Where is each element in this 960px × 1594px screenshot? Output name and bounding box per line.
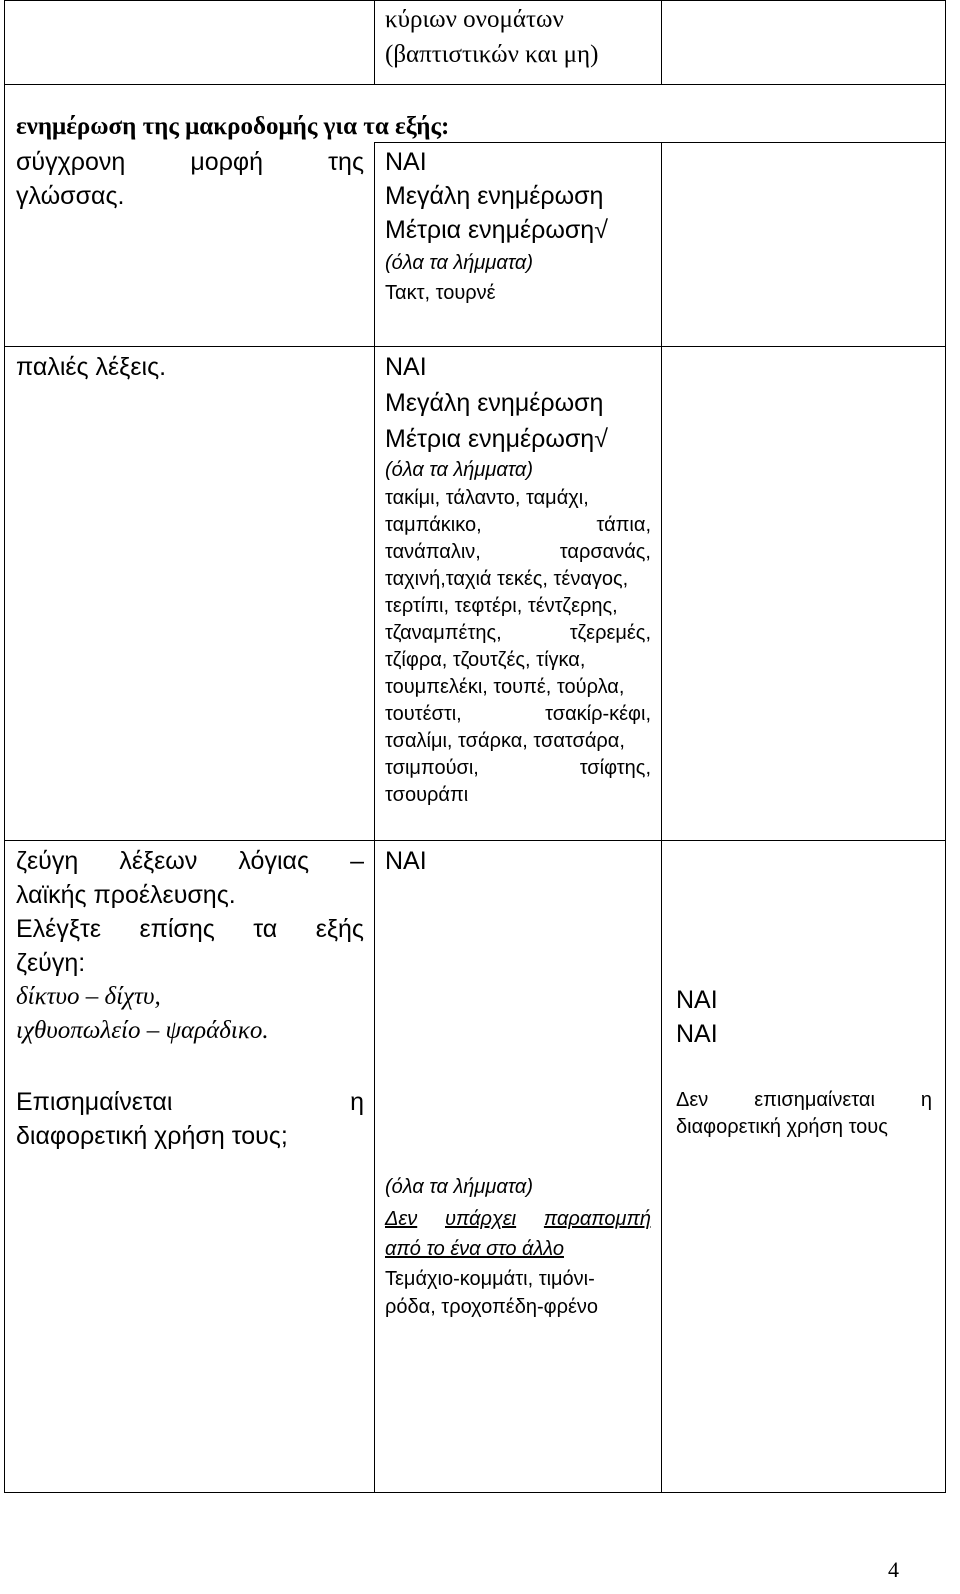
row3-yes: ΝΑΙ [385, 847, 427, 875]
row2-all-entries: (όλα τα λήμματα) [385, 459, 533, 481]
row2-left: παλιές λέξεις. [16, 353, 167, 381]
row1-yes: ΝΑΙ [385, 148, 427, 176]
row1-left-line-1: σύγχρονη μορφή της [16, 148, 364, 176]
row3-right-note-1: Δεν επισημαίνεται η [676, 1089, 932, 1111]
table-divider-1 [374, 142, 375, 1493]
top-mid-line-2: (βαπτιστικών και μη) [385, 41, 599, 68]
row2-word-line: τζίφρα, τζουτζές, τίγκα, [385, 649, 586, 671]
table-divider-2 [661, 142, 662, 1493]
row2-big-update: Μεγάλη ενημέρωση [385, 389, 604, 417]
row3-right-yes-1: ΝΑΙ [676, 986, 718, 1014]
table-divider-2-top [661, 0, 662, 84]
row3-left-pair-2: ιχθυοπωλείο – ψαράδικο. [16, 1017, 269, 1044]
table-row-line-4 [4, 840, 946, 841]
top-mid-line-1: κύριων ονομάτων [385, 6, 564, 33]
table-border-left-top [4, 0, 5, 84]
table-border-right [945, 84, 946, 1493]
row3-no-reference-2: από το ένα στο άλλο [385, 1238, 564, 1260]
row3-left-line-4: ζεύγη: [16, 949, 86, 977]
row3-right-yes-2: ΝΑΙ [676, 1020, 718, 1048]
row1-all-entries: (όλα τα λήμματα) [385, 252, 533, 274]
row1-left-line-2: γλώσσας. [16, 182, 125, 210]
row2-medium-update: Μέτρια ενημέρωση√ [385, 425, 608, 453]
row3-example-1: Τεμάχιο-κομμάτι, τιμόνι- [385, 1268, 595, 1290]
table-row-line-1 [4, 84, 946, 85]
page-number: 4 [888, 1557, 899, 1582]
row2-word-line: τουτέστι, τσακίρ-κέφι, [385, 703, 651, 725]
table-row-line-3 [4, 346, 946, 347]
row2-word-line: ταμπάκικο, τάπια, [385, 514, 651, 536]
row2-word-line: τανάπαλιν, ταρσανάς, [385, 541, 651, 563]
row2-word-line: ταχινή,ταχιά τεκές, τέναγος, [385, 568, 629, 590]
row2-word-line: τσιμπούσι, τσίφτης, [385, 757, 651, 779]
row3-left-question-2: διαφορετική χρήση τους; [16, 1122, 288, 1150]
row1-example: Τακτ, τουρνέ [385, 282, 496, 304]
row3-left-line-2: λαϊκής προέλευσης. [16, 881, 236, 909]
table-row-line-2 [374, 142, 946, 143]
row3-left-question-1: Επισημαίνεται η [16, 1088, 364, 1116]
row3-left-pair-1: δίκτυο – δίχτυ, [16, 983, 161, 1010]
row3-left-line-1: ζεύγη λέξεων λόγιας – [16, 847, 364, 875]
row2-word-line: τζαναμπέτης, τζερεμές, [385, 622, 651, 644]
row2-word-line: τουμπελέκι, τουπέ, τούρλα, [385, 676, 625, 698]
row3-left-line-3: Ελέγξτε επίσης τα εξής [16, 915, 364, 943]
row1-medium-update: Μέτρια ενημέρωση√ [385, 216, 608, 244]
section-heading: ενημέρωση της μακροδομής για τα εξής: [16, 113, 450, 140]
table-border-left [4, 84, 5, 1493]
row2-word-line: τσαλίμι, τσάρκα, τσατσάρα, [385, 730, 625, 752]
table-border-right-top [945, 0, 946, 84]
row3-no-reference-1: Δεν υπάρχει παραπομπή [385, 1208, 651, 1230]
table-border-bottom [4, 1492, 946, 1493]
row2-word-line: τσουράπι [385, 784, 469, 806]
row3-example-2: ρόδα, τροχοπέδη-φρένο [385, 1296, 598, 1318]
row2-word-line: τερτίπι, τεφτέρι, τέντζερης, [385, 595, 618, 617]
row3-all-entries: (όλα τα λήμματα) [385, 1176, 533, 1198]
row2-word-line: τακίμι, τάλαντο, ταμάχι, [385, 487, 589, 509]
table-divider-1-top [374, 0, 375, 84]
row3-right-note-2: διαφορετική χρήση τους [676, 1116, 888, 1138]
row2-yes: ΝΑΙ [385, 353, 427, 381]
row1-big-update: Μεγάλη ενημέρωση [385, 182, 604, 210]
table-border-top [4, 0, 946, 1]
